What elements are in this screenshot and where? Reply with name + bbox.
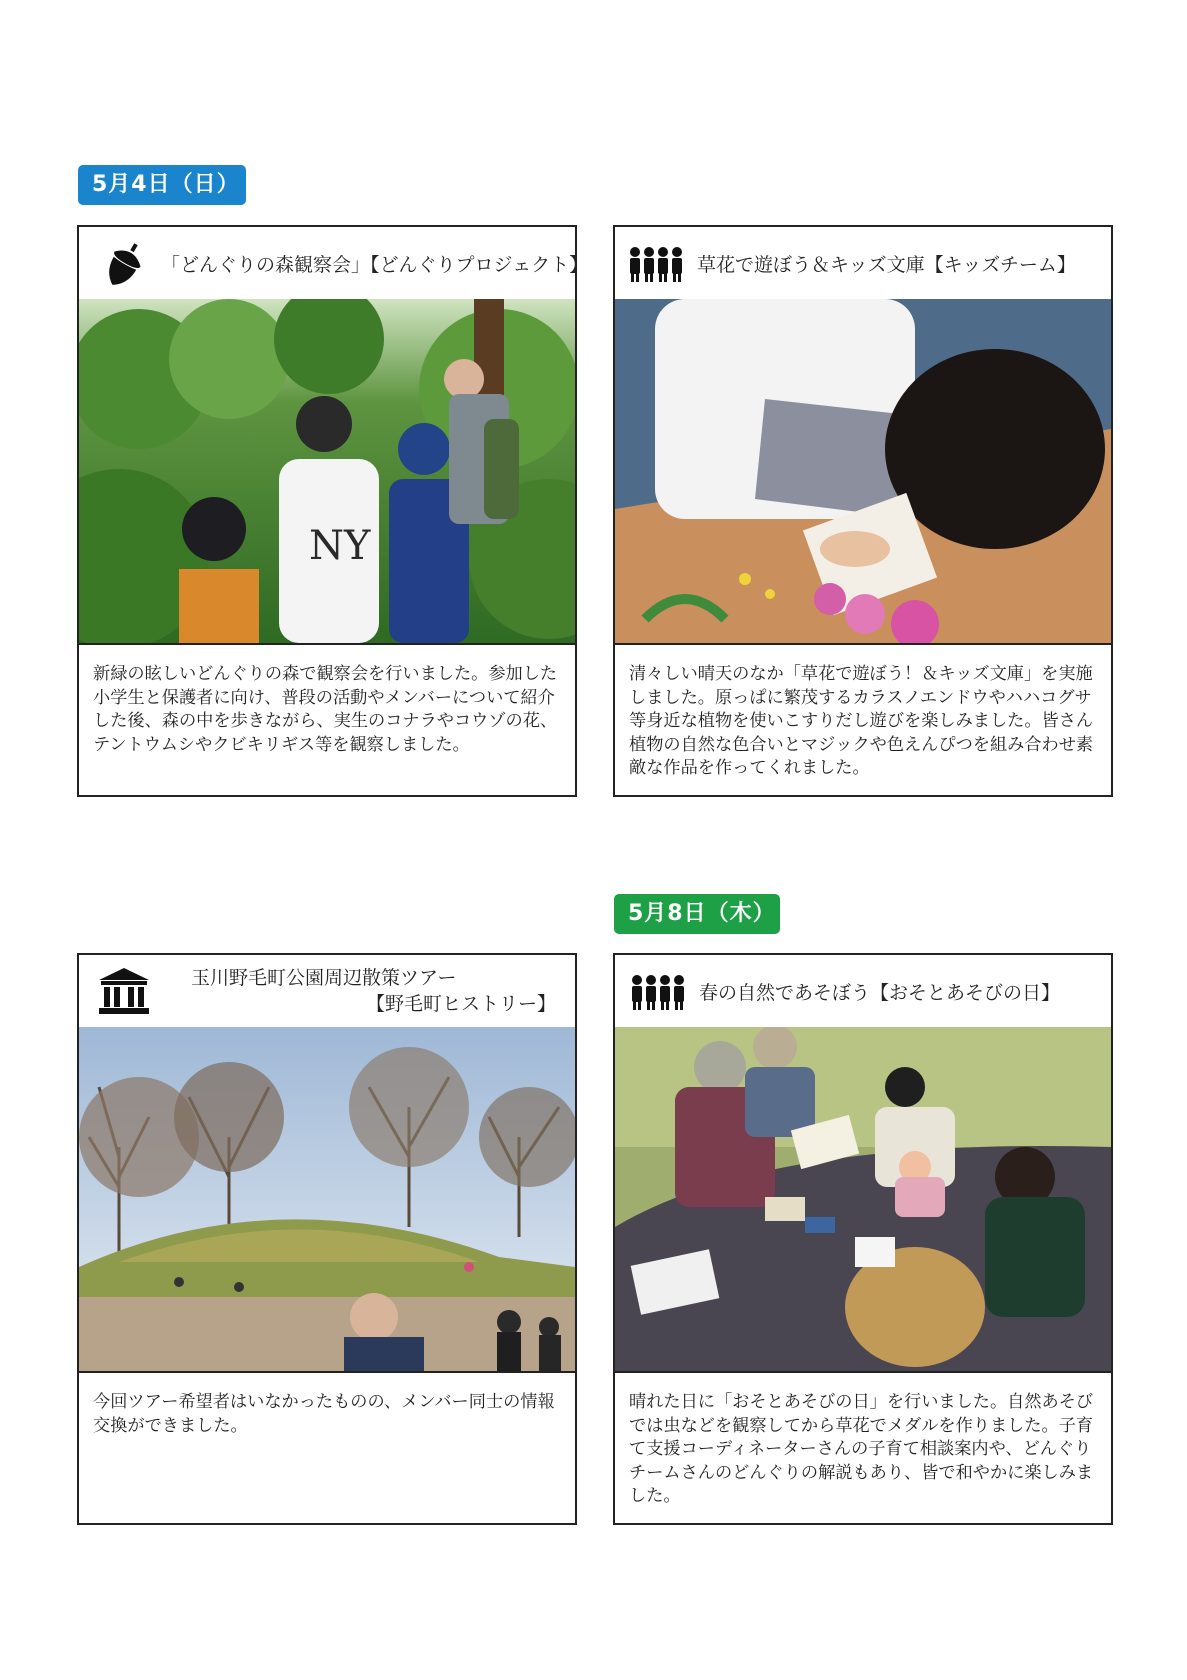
card-title — [191, 965, 556, 1017]
event-card-donguri — [77, 225, 589, 797]
card-title: 草花で遊ぼう＆キッズ文庫【キッズチーム】 — [697, 253, 1076, 276]
card-header — [615, 227, 1111, 299]
photo-forest-observation — [79, 299, 575, 643]
people-icon — [629, 966, 689, 1016]
card-description: 清々しい晴天のなか「草花で遊ぼう！＆キッズ文庫」を実施しました。原っぱに繁茂するカラスノエンドウやハハコグサ等身近な植物を使いこすりだし遊びを楽しみました。皆さん植物の自然な色合いとマジックや色えんぴつを組み合わせ素敵な作品を作ってくれました。 — [615, 643, 1111, 795]
card-description: 今回ツアー希望者はいなかったものの、メンバー同士の情報交換ができました。 — [79, 1371, 575, 1523]
card-title-line2: 【野毛町ヒストリー】 — [366, 993, 557, 1015]
event-card-kids — [613, 225, 1113, 797]
svg-text:NY: NY — [309, 523, 371, 569]
card-header — [79, 955, 575, 1027]
people-icon — [627, 238, 687, 288]
card-description: 晴れた日に「おそとあそびの日」を行いました。自然あそびでは虫などを観察してから草花でメダルを作りました。子育て支援コーディネーターさんの子育て相談案内や、どんぐりチームさんのどんぐりの解説もあり、皆で和やかに楽しみました。 — [615, 1371, 1111, 1523]
card-title: 「どんぐりの森観察会」【どんぐりプロジェクト】 — [161, 253, 589, 276]
photo-flower-rubbing — [615, 299, 1111, 643]
card-title-line1: 玉川野毛町公園周辺散策ツアー — [191, 967, 457, 989]
date-badge-may8: 5月8日（木） — [614, 894, 780, 934]
event-card-outdoor-play — [613, 953, 1113, 1525]
card-description: 新緑の眩しいどんぐりの森で観察会を行いました。参加した小学生と保護者に向け、普段の活動やメンバーについて紹介した後、森の中を歩きながら、実生のコナラやコウゾの花、テントウムシやクビキリギス等を観察しました。 — [79, 643, 575, 795]
acorn-icon — [97, 238, 151, 288]
photo-picnic-mat — [615, 1027, 1111, 1371]
event-card-history-tour — [77, 953, 577, 1525]
card-title: 春の自然であそぼう【おそとあそびの日】 — [699, 981, 1061, 1004]
photo-park-mound — [79, 1027, 575, 1371]
card-header — [79, 227, 589, 299]
card-header — [615, 955, 1111, 1027]
date-badge-may4: 5月4日（日） — [78, 165, 246, 205]
museum-icon — [97, 966, 151, 1016]
